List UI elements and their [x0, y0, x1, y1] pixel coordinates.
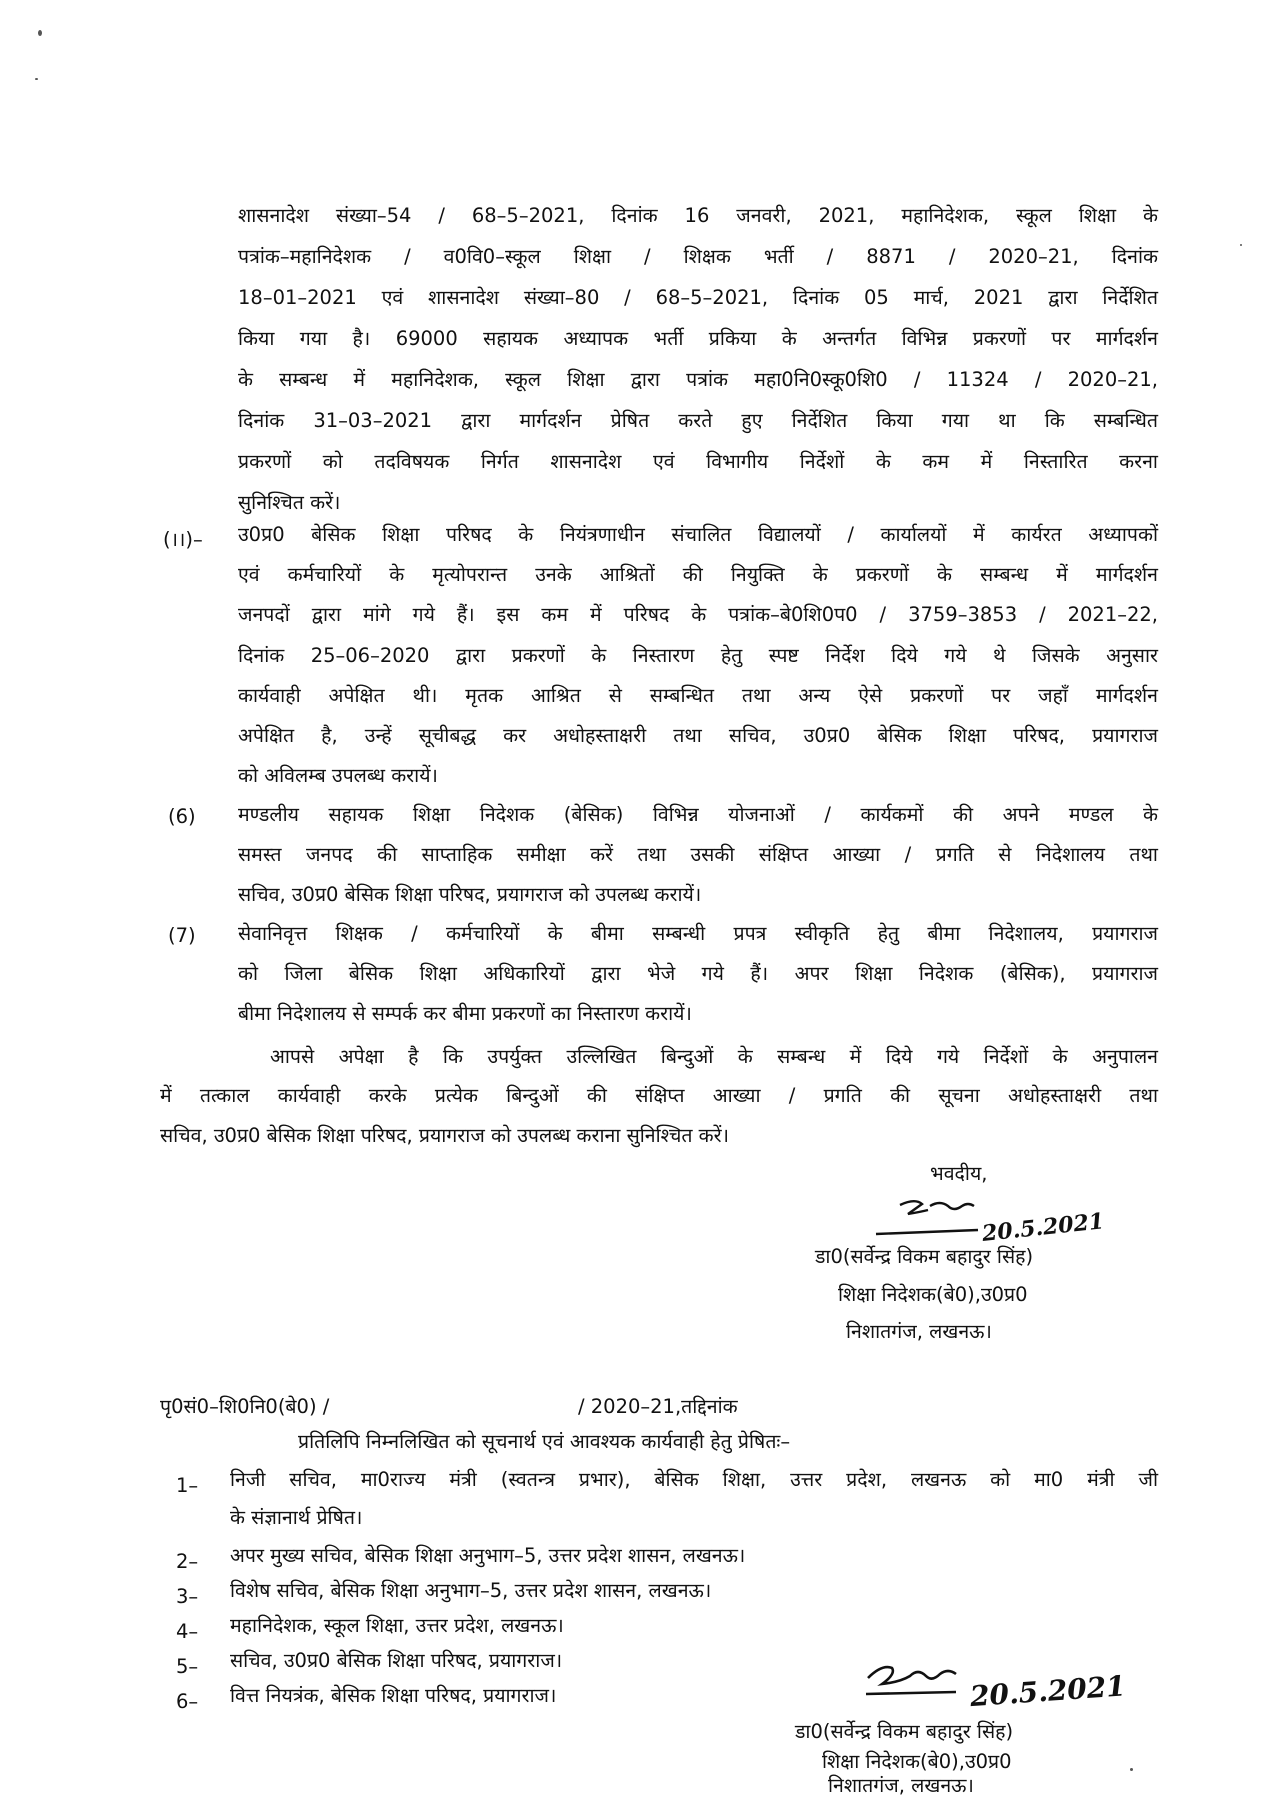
copy-line: सचिव, उ0प्र0 बेसिक शिक्षा परिषद, प्रयागराज।	[230, 1649, 563, 1672]
scan-speck	[1130, 1768, 1133, 1771]
intro-line: दिनांक 31–03–2021 द्वारा मार्गदर्शन प्रेषित करते हुए निर्देशित किया गया था कि सम्बन्धित	[238, 409, 1158, 432]
point-line: एवं कर्मचारियों के मृत्योपरान्त उनके आश्रितों की नियुक्ति के प्रकरणों के सम्बन्ध में मार्गदर्शन	[238, 563, 1158, 586]
copy-line: विशेष सचिव, बेसिक शिक्षा अनुभाग–5, उत्तर प्रदेश शासन, लखनऊ।	[230, 1579, 712, 1602]
scan-speck	[1240, 244, 1242, 246]
closing-line: आपसे अपेक्षा है कि उपर्युक्त उल्लिखित बिन्दुओं के सम्बन्ध में दिये गये निर्देशों के अनुपालन	[270, 1045, 1158, 1068]
point-line: सचिव, उ0प्र0 बेसिक शिक्षा परिषद, प्रयागराज को उपलब्ध करायें।	[238, 883, 702, 906]
scan-speck	[35, 78, 38, 80]
copy-number: 1–	[176, 1474, 199, 1497]
handwritten-signature	[860, 1654, 1140, 1716]
copy-intro: प्रतिलिपि निम्नलिखित को सूचनार्थ एवं आवश्यक कार्यवाही हेतु प्रेषितः–	[298, 1430, 791, 1453]
salutation: भवदीय,	[930, 1162, 988, 1185]
copy-number: 2–	[176, 1550, 199, 1573]
copy-line: के संज्ञानार्थ प्रेषित।	[230, 1506, 363, 1529]
point-line: उ0प्र0 बेसिक शिक्षा परिषद के नियंत्रणाधीन संचालित विद्यालयों / कार्यालयों में कार्यरत अध्यापकों	[238, 523, 1158, 546]
signer-name: डा0(सर्वेन्द्र विकम बहादुर सिंह)	[815, 1245, 1034, 1268]
copy-line: निजी सचिव, मा0राज्य मंत्री (स्वतन्त्र प्रभार), बेसिक शिक्षा, उत्तर प्रदेश, लखनऊ को मा0 मंत्री जी	[230, 1468, 1158, 1491]
copy-number: 5–	[176, 1655, 199, 1678]
intro-line: के सम्बन्ध में महानिदेशक, स्कूल शिक्षा द्वारा पत्रांक महा0नि0स्कू0शि0 / 11324 / 2020–21,	[238, 368, 1158, 391]
copy-line: महानिदेशक, स्कूल शिक्षा, उत्तर प्रदेश, लखनऊ।	[230, 1614, 564, 1637]
point-line: को जिला बेसिक शिक्षा अधिकारियों द्वारा भेजे गये हैं। अपर शिक्षा निदेशक (बेसिक), प्रयागराज	[238, 962, 1158, 985]
copy-reference-left: पृ0सं0–शि0नि0(बे0) /	[160, 1395, 330, 1418]
signer-location: निशातगंज, लखनऊ।	[828, 1774, 974, 1797]
point-marker: (6)	[168, 805, 196, 828]
point-line: कार्यवाही अपेक्षित थी। मृतक आश्रित से सम्बन्धित तथा अन्य ऐसे प्रकरणों पर जहाँ मार्गदर्शन	[238, 684, 1158, 707]
intro-line: पत्रांक–महानिदेशक / व0वि0–स्कूल शिक्षा / शिक्षक भर्ती / 8871 / 2020–21, दिनांक	[238, 245, 1158, 268]
copy-number: 3–	[176, 1585, 199, 1608]
point-marker: (7)	[168, 924, 196, 947]
signature-date: 20.5.2021	[980, 1208, 1106, 1247]
signer-location: निशातगंज, लखनऊ।	[846, 1320, 992, 1343]
closing-line: में तत्काल कार्यवाही करके प्रत्येक बिन्दुओं की संक्षिप्त आख्या / प्रगति की सूचना अधोहस्ताक्षरी तथा	[160, 1084, 1158, 1107]
signer-name: डा0(सर्वेन्द्र विकम बहादुर सिंह)	[795, 1720, 1014, 1743]
point-marker: (।।)–	[163, 528, 203, 551]
intro-line: शासनादेश संख्या–54 / 68–5–2021, दिनांक 16 जनवरी, 2021, महानिदेशक, स्कूल शिक्षा के	[238, 204, 1158, 227]
point-line: जनपदों द्वारा मांगे गये हैं। इस कम में परिषद के पत्रांक–बे0शि0प0 / 3759–3853 / 2021–22,	[238, 603, 1158, 626]
signature-date: 20.5.2021	[968, 1669, 1127, 1714]
copy-number: 4–	[176, 1620, 199, 1643]
point-line: को अविलम्ब उपलब्ध करायें।	[238, 764, 438, 787]
scan-speck	[38, 30, 42, 36]
intro-line: 18–01–2021 एवं शासनादेश संख्या–80 / 68–5–2021, दिनांक 05 मार्च, 2021 द्वारा निर्देशित	[238, 286, 1158, 309]
intro-line: किया गया है। 69000 सहायक अध्यापक भर्ती प्रकिया के अन्तर्गत विभिन्न प्रकरणों पर मार्गदर्शन	[238, 327, 1158, 350]
point-line: बीमा निदेशालय से सम्पर्क कर बीमा प्रकरणों का निस्तारण करायें।	[238, 1002, 692, 1025]
copy-line: वित्त नियत्रंक, बेसिक शिक्षा परिषद, प्रयागराज।	[230, 1684, 557, 1707]
copy-line: अपर मुख्य सचिव, बेसिक शिक्षा अनुभाग–5, उत्तर प्रदेश शासन, लखनऊ।	[230, 1544, 746, 1567]
point-line: मण्डलीय सहायक शिक्षा निदेशक (बेसिक) विभिन्न योजनाओं / कार्यकमों की अपने मण्डल के	[238, 803, 1158, 826]
intro-line: सुनिश्चित करें।	[238, 491, 341, 514]
intro-line: प्रकरणों को तदविषयक निर्गत शासनादेश एवं विभागीय निर्देशों के कम में निस्तारित करना	[238, 450, 1158, 473]
signer-designation: शिक्षा निदेशक(बे0),उ0प्र0	[838, 1283, 1028, 1306]
closing-line: सचिव, उ0प्र0 बेसिक शिक्षा परिषद, प्रयागराज को उपलब्ध कराना सुनिश्चित करें।	[160, 1124, 730, 1147]
copy-number: 6–	[176, 1690, 199, 1713]
point-line: अपेक्षित है, उन्हें सूचीबद्ध कर अधोहस्ताक्षरी तथा सचिव, उ0प्र0 बेसिक शिक्षा परिषद, प्रयागराज	[238, 724, 1158, 747]
point-line: समस्त जनपद की साप्ताहिक समीक्षा करें तथा उसकी संक्षिप्त आख्या / प्रगति से निदेशालय तथा	[238, 843, 1158, 866]
copy-reference-right: / 2020–21,तद्दिनांक	[578, 1395, 738, 1418]
point-line: सेवानिवृत्त शिक्षक / कर्मचारियों के बीमा सम्बन्धी प्रपत्र स्वीकृति हेतु बीमा निदेशालय, प्रयागराज	[238, 922, 1158, 945]
point-line: दिनांक 25–06–2020 द्वारा प्रकरणों के निस्तारण हेतु स्पष्ट निर्देश दिये गये थे जिसके अनुसार	[238, 644, 1158, 667]
signer-designation: शिक्षा निदेशक(बे0),उ0प्र0	[822, 1750, 1012, 1773]
